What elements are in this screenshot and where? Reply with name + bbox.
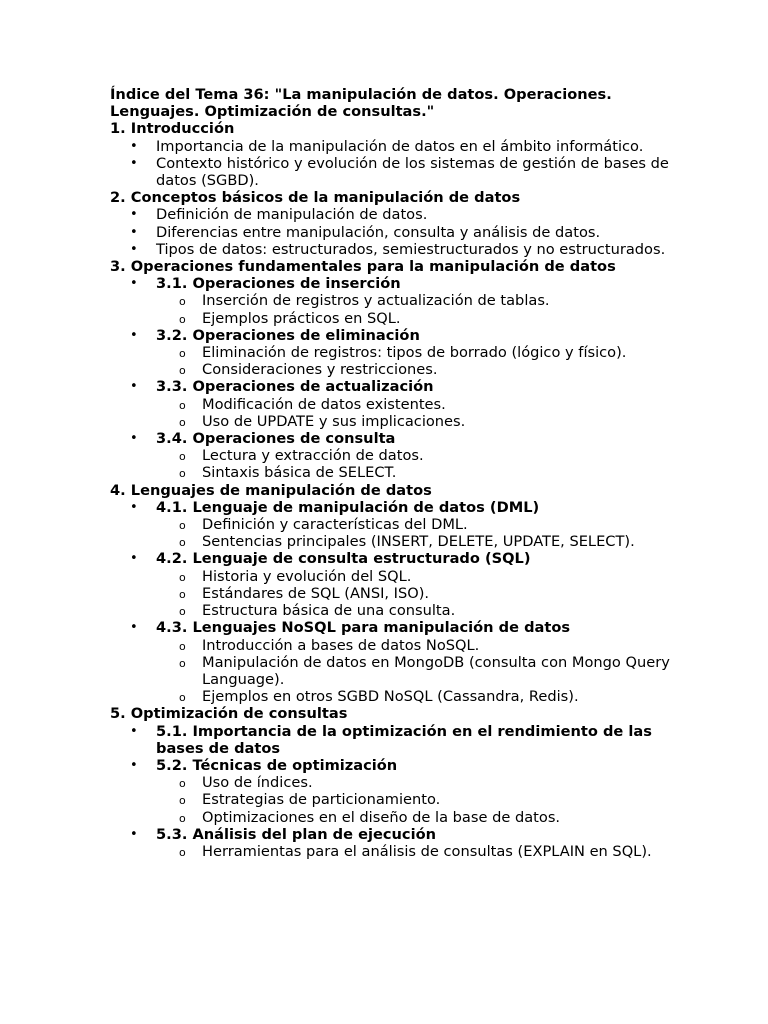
subsection-item [110, 499, 670, 516]
sub-item-list [110, 292, 670, 326]
sub-bullet-item: o Definición y características del DML. [110, 516, 670, 533]
subsection-title: 4.1. Lenguaje de manipulación de datos (DML) [156, 498, 540, 516]
bullet-item [110, 138, 670, 155]
subsection-item [110, 275, 670, 292]
sub-item-list [110, 637, 670, 706]
subsection-title: 5.1. Importancia de la optimización en el rendimiento de las bases de datos [156, 722, 652, 757]
subsection-item [110, 430, 670, 447]
subsection-item [110, 327, 670, 344]
bullet-item [110, 206, 670, 223]
sub-bullet-item: o Ejemplos en otros SGBD NoSQL (Cassandra, Redis). [110, 688, 670, 705]
sub-bullet-item: o Sentencias principales (INSERT, DELETE, UPDATE, SELECT). [110, 533, 670, 550]
subsection-title: 3.3. Operaciones de actualización [156, 378, 434, 396]
sub-item-list [110, 774, 670, 826]
sub-item-list [110, 843, 670, 860]
sub-bullet-item: o Consideraciones y restricciones. [110, 361, 670, 378]
bullet-text: Importancia de la manipulación de datos en el ámbito informático. [156, 137, 644, 155]
section-item-list [110, 138, 670, 190]
sub-bullet-item: o Herramientas para el análisis de consultas (EXPLAIN en SQL). [110, 843, 670, 860]
bullet-text: Tipos de datos: estructurados, semiestructurados y no estructurados. [156, 240, 666, 258]
subsection-title: 4.3. Lenguajes NoSQL para manipulación de datos [156, 619, 571, 637]
section-item-list [110, 723, 670, 861]
subsection-item [110, 757, 670, 774]
sub-bullet-item: o Introducción a bases de datos NoSQL. [110, 637, 670, 654]
section-heading: 5. Optimización de consultas [110, 705, 348, 723]
subsection-item [110, 619, 670, 636]
sub-bullet-item: o Eliminación de registros: tipos de borrado (lógico y físico). [110, 344, 670, 361]
sub-bullet-item: o Lectura y extracción de datos. [110, 447, 670, 464]
sub-bullet-item: o Estructura básica de una consulta. [110, 602, 670, 619]
bullet-text: Contexto histórico y evolución de los sistemas de gestión de bases de datos (SGBD). [156, 154, 669, 190]
sub-bullet-item: o Ejemplos prácticos en SQL. [110, 310, 670, 327]
section-heading: 1. Introducción [110, 120, 235, 138]
section-block [110, 120, 670, 189]
sub-item-list [110, 568, 670, 620]
bullet-text: Definición de manipulación de datos. [156, 206, 428, 224]
section-block [110, 258, 670, 482]
sub-bullet-item: o Estrategias de particionamiento. [110, 791, 670, 808]
subsection-item [110, 378, 670, 395]
section-heading: 2. Conceptos básicos de la manipulación de datos [110, 189, 521, 207]
section-item-list [110, 499, 670, 705]
sub-bullet-item: o Optimizaciones en el diseño de la base de datos. [110, 809, 670, 826]
sub-item-list [110, 396, 670, 430]
subsection-title: 3.1. Operaciones de inserción [156, 275, 401, 293]
sub-bullet-item: o Inserción de registros y actualización de tablas. [110, 292, 670, 309]
subsection-title: 5.2. Técnicas de optimización [156, 756, 398, 774]
sub-bullet-item: o Uso de índices. [110, 774, 670, 791]
section-block [110, 189, 670, 258]
bullet-item [110, 155, 670, 189]
sub-bullet-item: o Uso de UPDATE y sus implicaciones. [110, 413, 670, 430]
section-heading: 4. Lenguajes de manipulación de datos [110, 481, 432, 499]
section-block [110, 482, 670, 706]
subsection-item [110, 550, 670, 567]
section-heading: 3. Operaciones fundamentales para la manipulación de datos [110, 258, 616, 276]
document-title: Índice del Tema 36: "La manipulación de datos. Operaciones. Lenguajes. Optimización de consultas." [110, 86, 612, 121]
sub-bullet-item: o Sintaxis básica de SELECT. [110, 464, 670, 481]
subsection-title: 5.3. Análisis del plan de ejecución [156, 825, 436, 843]
section-item-list [110, 206, 670, 258]
subsection-title: 3.4. Operaciones de consulta [156, 430, 396, 448]
section-block [110, 705, 670, 860]
sub-bullet-item: o Manipulación de datos en MongoDB (consulta con Mongo Query Language). [110, 654, 670, 688]
bullet-item [110, 241, 670, 258]
sub-item-list [110, 447, 670, 481]
sub-bullet-item: o Historia y evolución del SQL. [110, 568, 670, 585]
sub-item-list [110, 516, 670, 550]
sub-bullet-item: o Modificación de datos existentes. [110, 396, 670, 413]
subsection-title: 4.2. Lenguaje de consulta estructurado (SQL) [156, 550, 531, 568]
subsection-title: 3.2. Operaciones de eliminación [156, 326, 420, 344]
section-list [110, 120, 670, 860]
sub-item-list [110, 344, 670, 378]
bullet-text: Diferencias entre manipulación, consulta y análisis de datos. [156, 223, 601, 241]
document-body [110, 86, 670, 860]
subsection-item [110, 723, 670, 757]
sub-bullet-item: o Estándares de SQL (ANSI, ISO). [110, 585, 670, 602]
section-item-list [110, 275, 670, 481]
subsection-item [110, 826, 670, 843]
bullet-item [110, 224, 670, 241]
